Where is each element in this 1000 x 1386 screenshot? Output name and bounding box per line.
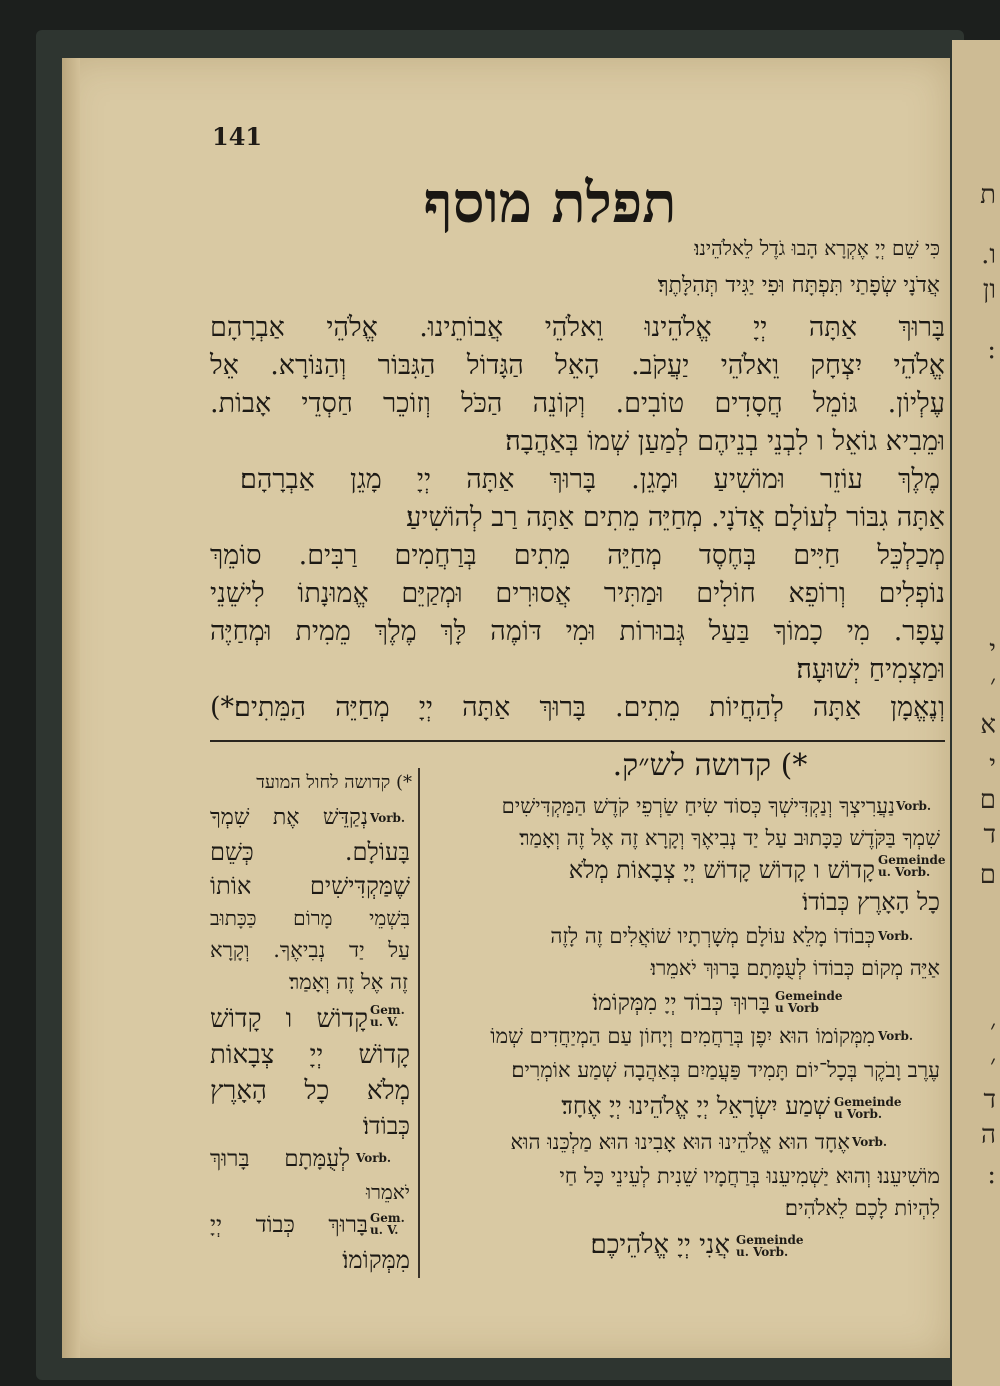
facing-page-glyph: ׳ — [989, 1050, 996, 1080]
facing-page-glyph: ון — [982, 275, 996, 305]
prayer-line: אַתָּה גִבּוֹר לְעוֹלָם אֲדֹנָי. מְחַיֵּה מֵתִים אַתָּה רַב לְהוֹשִׁיעַ׃ — [406, 502, 945, 533]
prayer-line: אֱלֹהֵי יִצְחָק וֵאלֹהֵי יַעֲקֹב. הָאֵל הַגָּדוֹל הַגִּבּוֹר וְהַנּוֹרָא. אֵל — [210, 350, 945, 381]
facing-page-glyph: ה — [981, 1120, 996, 1150]
kedushah-line: כְּבוֹדוֹ מָלֵא עוֹלָם מְשָׁרְתָיו שׁוֹאֲלִים זֶה לָזֶה — [550, 924, 875, 948]
kedushah-line: מִמְּקוֹמוֹ הוּא יִפֶן בְּרַחֲמִים וְיָחוֹן עַם הַמְיַחֲדִים שְׁמוֹ — [490, 1024, 875, 1048]
kedushah-line: עַל יַד נְבִיאֶךָ. וְקָרָא — [210, 938, 410, 962]
kedushah-line: בָּרוּךְ כְּבוֹד יְיָ — [210, 1212, 368, 1238]
kedushah-line: מְלֹא כָל הָאָרֶץ — [210, 1076, 410, 1106]
kedushah-line: מוֹשִׁיעֵנוּ׃ וְהוּא יַשְׁמִיעֵנוּ בְּרַחֲמָיו שֵׁנִית לְעֵינֵי כָּל חַי — [559, 1164, 940, 1188]
prayer-line: עָפָר. מִי כָמוֹךָ בַּעַל גְּבוּרוֹת וּמִי דּוֹמֶה לָּךְ מֶלֶךְ מֵמִית וּמְחַיֶּה — [210, 616, 945, 647]
facing-page-glyph: ם — [979, 860, 996, 890]
kedushah-line: יֹאמֵרוּ — [365, 1180, 410, 1204]
prayer-line: בָּרוּךְ אַתָּה יְיָ אֱלֹהֵינוּ וֵאלֹהֵי אֲבוֹתֵינוּ. אֱלֹהֵי אַבְרָהָם — [210, 312, 945, 343]
facing-page-glyph: ׳ — [989, 670, 996, 700]
speaker-tag: Gemeinde u. Vorb. — [878, 853, 946, 879]
speaker-tag: Vorb. — [852, 1135, 888, 1149]
kedushah-line: לִהְיוֹת לָכֶם לֵאלֹהִים׃ — [784, 1196, 940, 1220]
prayer-line: וְנֶאֱמָן אַתָּה לְהַחֲיוֹת מֵתִים. בָּרוּךְ אַתָּה יְיָ מְחַיֵּה הַמֵּתִים׃*) — [210, 692, 945, 723]
speaker-tag: Gemeinde u. Vorb. — [736, 1233, 804, 1259]
kedushah-line: שְׁמַע יִשְׂרָאֵל יְיָ אֱלֹהֵינוּ יְיָ אֶחָד׃ — [561, 1092, 830, 1120]
prayer-line: עֶלְיוֹן. גּוֹמֵל חֲסָדִים טוֹבִים. וְקוֹנֵה הַכֹּל וְזוֹכֵר חַסְדֵי אָבוֹת. — [210, 388, 945, 419]
kedushah-line: בִּשְׁמֵי מָרוֹם כַּכָּתוּב — [210, 906, 410, 930]
kedushah-line: קָדוֹשׁ ו קָדוֹשׁ קָדוֹשׁ יְיָ צְבָאוֹת מְלֹא — [568, 856, 875, 884]
facing-page-glyph: : — [987, 335, 996, 365]
speaker-tag: Vorb. — [878, 1029, 914, 1043]
left-column-heading: *) קדושה לחול המועד — [256, 772, 412, 793]
prayer-line: נוֹפְלִים וְרוֹפֵא חוֹלִים וּמַתִּיר אֲסוּרִים וּמְקַיֵּם אֱמוּנָתוֹ לִישֵׁנֵי — [210, 578, 945, 609]
kedushah-line: שֶׁמַּקְדִּישִׁים אוֹתוֹ — [210, 872, 410, 900]
facing-page-glyph: ת — [980, 180, 996, 210]
facing-page-edge — [952, 40, 1000, 1386]
facing-page-glyph: א — [980, 710, 996, 740]
facing-page-glyph: ד — [983, 820, 996, 850]
speaker-tag: Vorb. — [878, 929, 914, 943]
prayer-line: וּמֵבִיא גוֹאֵל ו לִבְנֵי בְנֵיהֶם לְמַעַן שְׁמוֹ בְּאַהֲבָה׃ — [505, 426, 945, 457]
facing-page-glyph: ם — [979, 785, 996, 815]
prayer-line: וּמַצְמִיחַ יְשׁוּעָה׃ — [796, 654, 945, 685]
kedushah-line: קָדוֹשׁ יְיָ צְבָאוֹת — [210, 1040, 410, 1070]
section-divider — [210, 740, 945, 742]
kedushah-line: כָל הָאָרֶץ כְּבוֹדוֹ׃ — [802, 888, 940, 916]
kedushah-line: קָדוֹשׁ ו קָדוֹשׁ — [210, 1004, 368, 1034]
kedushah-line: עֶרֶב וָבֹקֶר בְּכָל־יוֹם תָּמִיד פַּעֲמַיִם בְּאַהֲבָה שְׁמַע אוֹמְרִים׃ — [511, 1058, 940, 1082]
prayer-line: מֶלֶךְ עוֹזֵר וּמוֹשִׁיעַ וּמָגֵן. בָּרוּךְ אַתָּה יְיָ מָגֵן אַבְרָהָם׃ — [240, 464, 940, 495]
page-title: תפלת מוסף — [423, 170, 677, 236]
speaker-tag: Vorb. — [896, 799, 932, 813]
speaker-tag: Gemeinde u Vorb. — [834, 1095, 902, 1121]
kedushah-line: בָּעוֹלָם. כְּשֵׁם — [210, 838, 410, 866]
intro-verse: כִּי שֵׁם יְיָ אֶקְרָא הָבוּ גֹדֶל לֵאלֹהֵינוּ׃ — [694, 236, 940, 260]
speaker-tag: Gem. u. V. — [370, 1003, 405, 1029]
facing-page-glyph: י — [989, 750, 996, 780]
facing-page-glyph: י — [989, 635, 996, 665]
kedushah-line: לְעֻמָּתָם בָּרוּךְ — [210, 1146, 350, 1172]
kedushah-line: אַיֵּה מְקוֹם כְּבוֹדוֹ לְעֻמָּתָם בָּרוּךְ יֹאמֵרוּ׃ — [650, 956, 940, 980]
page-gutter — [62, 58, 80, 1358]
kedushah-line: אֶחָד הוּא אֱלֹהֵינוּ הוּא אָבִינוּ הוּא מַלְכֵּנוּ הוּא — [510, 1130, 850, 1154]
kedushah-line: זֶה אֶל זֶה וְאָמַר׃ — [288, 970, 408, 994]
speaker-tag: Gem. u. V. — [370, 1211, 405, 1237]
intro-verse: אֲדֹנָי שְׂפָתַי תִּפְתָּח וּפִי יַגִּיד תְּהִלָּתֶךָ׃ — [657, 273, 940, 298]
facing-page-glyph: ׳ — [989, 1015, 996, 1045]
kedushah-line: אֲנִי יְיָ אֱלֹהֵיכֶם׃ — [590, 1230, 730, 1260]
speaker-tag: Vorb. — [370, 811, 406, 825]
right-column-heading: *) קדושה לש״ק. — [612, 748, 808, 783]
speaker-tag: Vorb. — [356, 1151, 392, 1165]
kedushah-line: בָּרוּךְ כְּבוֹד יְיָ מִמְּקוֹמוֹ׃ — [592, 990, 770, 1016]
kedushah-line: נַעֲרִיצְךָ וְנַקְדִּישְׁךָ כְּסוֹד שִׂיחַ שַׂרְפֵי קֹדֶשׁ הַמַּקְדִּישִׁים — [501, 794, 895, 818]
facing-page-glyph: ד — [983, 1085, 996, 1115]
kedushah-line: מִמְּקוֹמוֹ׃ — [342, 1246, 410, 1274]
facing-page-glyph: : — [987, 1160, 996, 1190]
kedushah-line: כְּבוֹדוֹ׃ — [362, 1112, 410, 1140]
facing-page-glyph: ו. — [981, 240, 996, 270]
speaker-tag: Gemeinde u Vorb — [775, 989, 843, 1015]
kedushah-line: נְקַדֵּשׁ אֶת שִׁמְךָ — [210, 805, 368, 830]
prayer-line: מְכַלְכֵּל חַיִּים בְּחֶסֶד מְחַיֵּה מֵתִים בְּרַחֲמִים רַבִּים. סוֹמֵךְ — [210, 540, 945, 571]
page-number: 141 — [212, 122, 263, 151]
kedushah-line: שִׁמְךָ בַּקֹּדֶשׁ כַּכָּתוּב עַל יַד נְבִיאֶךָ וְקָרָא זֶה אֶל זֶה וְאָמַר׃ — [519, 826, 940, 850]
